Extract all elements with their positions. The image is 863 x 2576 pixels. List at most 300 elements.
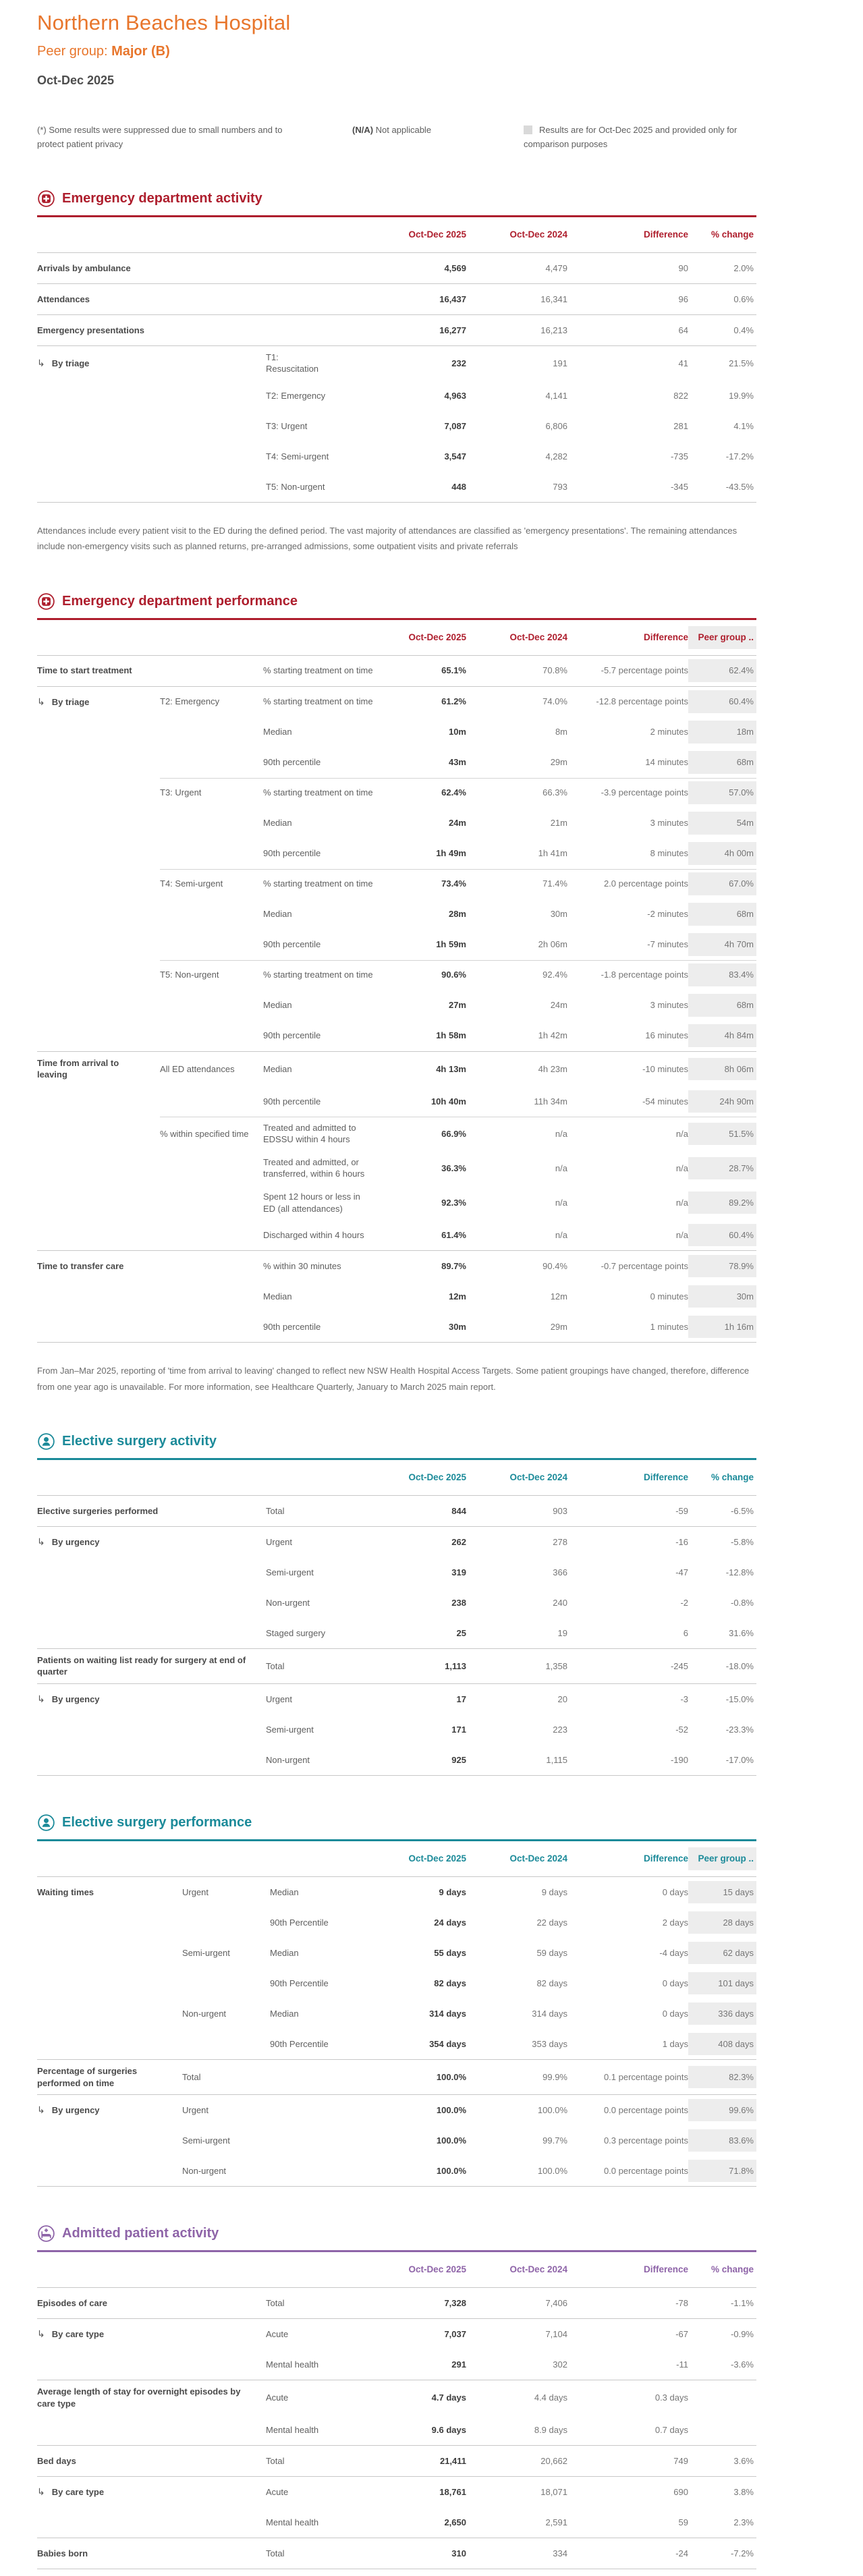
value-difference: 0.0 percentage points	[603, 2165, 688, 2176]
spacer-cell	[37, 2264, 266, 2275]
table-row[interactable]	[37, 778, 756, 808]
row-sublabel-cell	[266, 1688, 381, 1711]
row-label-cell	[37, 909, 160, 920]
column-header[interactable]: Peer group ..	[688, 626, 756, 649]
column-header[interactable]: Difference	[643, 1853, 688, 1864]
column-header[interactable]: Oct-Dec 2024	[509, 229, 567, 240]
column-header-row	[37, 1841, 756, 1876]
value-difference: -16	[675, 1536, 688, 1547]
value-current: 92.3%	[441, 1197, 466, 1208]
column-header[interactable]: % change	[711, 229, 754, 240]
value-current: 844	[451, 1505, 466, 1516]
value-change-or-peer: 8h 06m	[688, 1058, 756, 1081]
row-sublabel: Non-urgent	[266, 1754, 310, 1765]
row-sublabel-cell	[266, 1655, 381, 1678]
table-row[interactable]	[37, 2507, 756, 2538]
table-row[interactable]	[37, 1648, 756, 1683]
value-prior: 20,662	[540, 2455, 567, 2466]
column-header[interactable]: Difference	[643, 2264, 688, 2274]
row-metric-cell: Median	[263, 909, 292, 920]
row-sublabel-cell	[266, 1718, 381, 1741]
row-metric-cell: Median	[270, 1947, 299, 1958]
table-row[interactable]	[37, 2059, 756, 2094]
value-current: 4,963	[444, 390, 466, 401]
row-label-cell	[37, 481, 266, 492]
row-label-cell	[37, 1755, 266, 1766]
column-header[interactable]: Difference	[643, 632, 688, 642]
row-label: Time to transfer care	[37, 1260, 124, 1271]
value-change-or-peer: 51.5%	[688, 1123, 756, 1146]
table-row[interactable]	[37, 1876, 756, 1907]
table-row[interactable]	[37, 345, 756, 381]
value-difference: n/a	[675, 1229, 688, 1240]
row-label-cell	[37, 1198, 160, 1208]
row-label-cell	[37, 1687, 266, 1711]
row-label-cell	[37, 1128, 160, 1139]
value-change-or-peer: 82.3%	[688, 2066, 756, 2089]
row-metric-cell: 90th percentile	[263, 1321, 321, 1332]
table-row[interactable]	[37, 2476, 756, 2507]
value-current: 100.0%	[436, 2165, 466, 2176]
value-current: 65.1%	[441, 665, 466, 676]
row-label-cell	[37, 2359, 266, 2370]
value-difference: 2 days	[662, 1917, 688, 1928]
table-end-rule	[37, 1775, 756, 1776]
row-sublabel-cell	[266, 2450, 381, 2473]
value-current: 10h 40m	[430, 1096, 466, 1107]
value-prior: 11h 34m	[534, 1096, 567, 1107]
table-row[interactable]	[37, 1051, 756, 1086]
table-row[interactable]	[37, 717, 756, 748]
row-metric-cell: % starting treatment on time	[263, 878, 373, 889]
row-sublabel-cell	[160, 1198, 263, 1208]
column-header[interactable]: Difference	[643, 229, 688, 240]
table-row[interactable]	[37, 1938, 756, 1968]
spacer-cell	[270, 1853, 381, 1864]
row-metric-cell: Median	[263, 818, 292, 829]
row-sublabel-cell	[266, 2481, 381, 2504]
column-header[interactable]: Oct-Dec 2025	[408, 1472, 466, 1482]
row-metric-cell: Discharged within 4 hours	[263, 1229, 364, 1240]
row-sublabel-cell	[182, 2099, 270, 2122]
row-label: By care type	[51, 2329, 105, 2340]
value-difference: 0 days	[662, 1886, 688, 1897]
spacer-cell	[266, 229, 381, 240]
value-prior: 4.4 days	[534, 2392, 567, 2403]
column-header-row	[37, 1460, 756, 1495]
table-row[interactable]	[37, 960, 756, 990]
row-label-cell	[37, 818, 160, 829]
value-difference: -7 minutes	[647, 939, 688, 950]
row-sublabel: T3: Urgent	[160, 787, 202, 798]
value-prior: 20	[557, 1693, 567, 1704]
table-row[interactable]	[37, 1250, 756, 1281]
value-change-or-peer: 31.6%	[729, 1627, 754, 1638]
row-sublabel-cell	[266, 415, 381, 438]
value-difference: -3.9 percentage points	[601, 787, 688, 798]
value-change-or-peer: 18m	[688, 721, 756, 744]
row-sublabel: Mental health	[266, 2424, 319, 2435]
table-row[interactable]	[37, 1495, 756, 1526]
table-row[interactable]	[37, 2380, 756, 2415]
table-row[interactable]	[37, 1117, 756, 1151]
value-current: 30m	[448, 1321, 466, 1332]
row-label: Time to start treatment	[37, 665, 132, 676]
table-row[interactable]	[37, 1220, 756, 1250]
table-row[interactable]	[37, 1526, 756, 1557]
value-difference: -345	[670, 481, 688, 492]
row-sublabel-cell	[160, 1163, 263, 1173]
value-change-or-peer: 57.0%	[688, 781, 756, 804]
value-current: 82 days	[434, 1978, 466, 1988]
row-label-cell	[37, 1567, 266, 1577]
value-difference: 1 minutes	[650, 1321, 688, 1332]
value-change-or-peer: 1h 16m	[688, 1316, 756, 1339]
row-label-cell	[37, 1530, 266, 1554]
column-header[interactable]: Oct-Dec 2024	[509, 632, 567, 642]
row-label-cell	[37, 848, 160, 859]
value-difference: 0.3 percentage points	[603, 2135, 688, 2146]
value-current: 100.0%	[436, 2071, 466, 2082]
row-label: By triage	[51, 696, 90, 707]
value-current: 7,037	[444, 2328, 466, 2339]
table-end-rule	[37, 2186, 756, 2187]
column-header[interactable]: Difference	[643, 1472, 688, 1482]
value-current: 448	[451, 481, 466, 492]
row-sublabel-cell	[160, 963, 263, 986]
row-metric-cell	[270, 2135, 381, 2146]
value-change-or-peer: 15 days	[688, 1881, 756, 1904]
value-current: 62.4%	[441, 787, 466, 798]
table-row[interactable]	[37, 686, 756, 717]
row-sublabel: T2: Emergency	[266, 390, 326, 401]
table-row[interactable]	[37, 314, 756, 345]
row-sublabel: Semi-urgent	[182, 1947, 230, 1958]
value-difference: 6	[683, 1627, 688, 1638]
legend-comparison-note: Results are for Oct-Dec 2025 and provided only for comparison purposes	[524, 125, 737, 150]
value-current: 61.2%	[441, 696, 466, 707]
spacer-cell	[182, 1853, 270, 1864]
table-row[interactable]	[37, 1151, 756, 1185]
table-end-rule	[37, 1342, 756, 1343]
value-prior: 22 days	[536, 1917, 567, 1928]
row-sublabel: All ED attendances	[160, 1063, 235, 1074]
row-label: By triage	[51, 358, 90, 368]
row-sublabel-cell	[266, 1531, 381, 1554]
value-change-or-peer: -15.0%	[725, 1693, 754, 1704]
table-row[interactable]	[37, 1312, 756, 1342]
table-row[interactable]	[37, 899, 756, 930]
value-prior: 12m	[550, 1291, 567, 1301]
table-row[interactable]	[37, 252, 756, 283]
column-header[interactable]: Oct-Dec 2025	[408, 2264, 466, 2274]
row-label-cell	[37, 2480, 266, 2504]
value-change-or-peer: 4h 84m	[688, 1024, 756, 1047]
column-header[interactable]: Oct-Dec 2025	[408, 229, 466, 240]
column-header-row	[37, 217, 756, 252]
value-prior: n/a	[555, 1128, 567, 1139]
value-prior: 240	[553, 1597, 567, 1608]
peer-group-line	[37, 44, 756, 59]
row-label-cell	[37, 319, 266, 342]
row-sublabel-cell	[182, 1881, 270, 1904]
value-difference: -5.7 percentage points	[601, 665, 688, 676]
value-current: 16,437	[439, 293, 466, 304]
row-metric-cell: Median	[263, 1291, 292, 1301]
value-prior: 71.4%	[542, 878, 567, 889]
row-metric-cell: % starting treatment on time	[263, 787, 373, 798]
row-label: Average length of stay for overnight episodes by care type	[37, 2386, 241, 2409]
row-metric-cell: Median	[263, 1063, 292, 1074]
value-difference: 749	[673, 2455, 688, 2466]
row-label-cell	[37, 757, 160, 768]
row-sublabel-cell	[160, 665, 263, 676]
spacer-cell	[160, 632, 263, 643]
value-prior: 21m	[550, 818, 567, 829]
value-change-or-peer: 60.4%	[688, 1224, 756, 1247]
value-current: 43m	[448, 757, 466, 768]
table-row[interactable]	[37, 1998, 756, 2029]
row-label-cell	[37, 2517, 266, 2528]
value-current: 354 days	[429, 2038, 466, 2049]
row-label-cell	[37, 1978, 182, 1989]
value-difference: -47	[675, 1567, 688, 1577]
value-prior: 7,104	[545, 2328, 567, 2339]
value-prior: 100.0%	[537, 2165, 567, 2176]
column-header[interactable]: % change	[711, 1472, 754, 1482]
table-row[interactable]	[37, 2415, 756, 2445]
value-prior: 1,358	[545, 1660, 567, 1671]
column-header[interactable]: Oct-Dec 2024	[509, 2264, 567, 2274]
section-footnote: Attendances include every patient visit to the ED during the defined period. The vast majority of attendances are classified as 'emergency presentations'. The remaining attendances include non-emergency visits such as planned returns, pre-arranged admissions, some outpatient visits and private referrals	[37, 525, 737, 552]
section-emergency-department-activity	[37, 190, 756, 555]
value-current: 319	[451, 1567, 466, 1577]
column-header[interactable]: Peer group ..	[688, 1847, 756, 1870]
row-sublabel-cell	[266, 445, 381, 468]
row-label-cell	[37, 2166, 182, 2177]
table-row[interactable]	[37, 2318, 756, 2349]
table-row[interactable]	[37, 930, 756, 960]
value-difference: 8 minutes	[650, 848, 688, 859]
value-prior: 353 days	[532, 2038, 567, 2049]
table-row[interactable]	[37, 869, 756, 899]
table-row[interactable]	[37, 472, 756, 502]
table-row[interactable]	[37, 990, 756, 1021]
row-sublabel-cell	[266, 2511, 381, 2534]
table-row[interactable]	[37, 1086, 756, 1117]
value-change-or-peer: 71.8%	[688, 2160, 756, 2183]
value-prior: 1h 42m	[538, 1030, 567, 1041]
value-prior: 903	[553, 1505, 567, 1516]
value-change-or-peer: -12.8%	[725, 1567, 754, 1577]
value-prior: n/a	[555, 1163, 567, 1173]
row-metric-cell: Median	[270, 2008, 299, 2019]
row-sublabel: Urgent	[182, 1886, 209, 1897]
row-sublabel: Staged surgery	[266, 1627, 326, 1638]
section-admitted-patient-activity	[37, 2224, 756, 2569]
row-label: Babies born	[37, 2548, 88, 2558]
value-difference: -67	[675, 2328, 688, 2339]
value-prior: 99.9%	[542, 2071, 567, 2082]
column-header-row	[37, 2252, 756, 2287]
table-row[interactable]	[37, 1281, 756, 1312]
table-row[interactable]	[37, 2287, 756, 2318]
value-difference: -1.8 percentage points	[601, 970, 688, 980]
row-sublabel: Total	[182, 2071, 201, 2082]
value-difference: 16 minutes	[645, 1030, 688, 1041]
value-prior: 2h 06m	[538, 939, 567, 950]
row-label: Episodes of care	[37, 2297, 108, 2308]
peer-group-value: Major (B)	[111, 44, 170, 59]
table-row[interactable]	[37, 655, 756, 686]
row-label-cell	[37, 1649, 266, 1683]
table-row[interactable]	[37, 2538, 756, 2569]
row-sublabel-cell	[266, 325, 381, 335]
value-prior: 4,479	[545, 262, 567, 273]
row-sublabel-cell	[160, 1058, 263, 1081]
table-row[interactable]	[37, 808, 756, 839]
row-label-cell	[37, 2542, 266, 2565]
value-change-or-peer: 4h 70m	[688, 933, 756, 956]
table-row[interactable]	[37, 283, 756, 314]
table-row[interactable]	[37, 1745, 756, 1775]
table-row[interactable]	[37, 381, 756, 411]
value-change-or-peer: -3.6%	[731, 2359, 754, 2370]
value-current: 90.6%	[441, 970, 466, 980]
value-change-or-peer: 28.7%	[688, 1157, 756, 1180]
row-sublabel-cell	[160, 1230, 263, 1241]
table-row[interactable]	[37, 2349, 756, 2380]
value-difference: 41	[678, 358, 688, 368]
row-label-cell	[37, 2060, 182, 2094]
row-sublabel: Mental health	[266, 2517, 319, 2527]
value-change-or-peer: 68m	[688, 994, 756, 1017]
row-sublabel-cell	[160, 1322, 263, 1333]
table-row[interactable]	[37, 839, 756, 869]
row-sublabel-cell	[160, 690, 263, 713]
table-row[interactable]	[37, 2156, 756, 2186]
value-prior: 314 days	[532, 2008, 567, 2019]
value-change-or-peer: 78.9%	[688, 1255, 756, 1278]
row-sublabel-cell	[182, 2066, 270, 2089]
value-difference: -735	[670, 451, 688, 461]
table-row[interactable]	[37, 1021, 756, 1051]
value-prior: 82 days	[536, 1978, 567, 1988]
table-row[interactable]	[37, 1588, 756, 1618]
row-sublabel-cell	[266, 293, 381, 304]
row-label: Waiting times	[37, 1886, 94, 1897]
value-change-or-peer: 101 days	[688, 1972, 756, 1995]
value-prior: 19	[557, 1627, 567, 1638]
row-sublabel-cell	[160, 939, 263, 950]
row-sublabel-cell	[266, 1749, 381, 1772]
column-header[interactable]: Oct-Dec 2024	[509, 1472, 567, 1482]
value-change-or-peer: 54m	[688, 812, 756, 835]
row-sublabel: Semi-urgent	[266, 1567, 314, 1577]
table-row[interactable]	[37, 1683, 756, 1714]
column-header[interactable]: Oct-Dec 2025	[408, 632, 466, 642]
sub-row-arrow-icon: ↳	[37, 2328, 45, 2340]
table-row[interactable]	[37, 411, 756, 441]
row-label-cell	[37, 390, 266, 401]
table-row[interactable]	[37, 1557, 756, 1588]
table-row[interactable]	[37, 1714, 756, 1745]
value-current: 55 days	[434, 1947, 466, 1958]
table-row[interactable]	[37, 1185, 756, 1220]
value-current: 100.0%	[436, 2135, 466, 2146]
row-metric-cell: Treated and admitted, or transferred, within 6 hours	[263, 1156, 365, 1179]
row-label-cell	[37, 2425, 266, 2436]
table-row[interactable]	[37, 1907, 756, 1938]
value-change-or-peer: 62 days	[688, 1942, 756, 1965]
value-current: 925	[451, 1754, 466, 1765]
row-label-cell	[37, 1000, 160, 1011]
value-current: 28m	[448, 909, 466, 920]
row-label-cell	[37, 727, 160, 737]
row-metric-cell: Spent 12 hours or less in ED (all attendances)	[263, 1192, 360, 1214]
value-current: 314 days	[429, 2008, 466, 2019]
column-header[interactable]: Oct-Dec 2024	[509, 1853, 567, 1864]
row-label: By urgency	[51, 2105, 100, 2116]
row-sublabel: Total	[266, 1505, 285, 1516]
table-row[interactable]	[37, 1618, 756, 1648]
spacer-cell	[37, 632, 160, 643]
row-sublabel: Mental health	[266, 2359, 319, 2370]
row-label-cell	[37, 878, 160, 889]
row-metric-cell	[270, 2166, 381, 2177]
column-header[interactable]: Oct-Dec 2025	[408, 1853, 466, 1864]
data-table	[37, 1460, 756, 1776]
row-metric-cell: Median	[263, 1000, 292, 1011]
spacer-cell	[37, 1853, 182, 1864]
table-row[interactable]	[37, 2094, 756, 2125]
row-label: By care type	[51, 2487, 105, 2498]
value-difference: -0.7 percentage points	[601, 1260, 688, 1271]
row-label-cell	[37, 1255, 160, 1278]
value-difference: 0.0 percentage points	[603, 2104, 688, 2115]
value-change-or-peer: 0.6%	[733, 293, 754, 304]
table-row[interactable]	[37, 2125, 756, 2156]
table-row[interactable]	[37, 748, 756, 778]
section-heading	[37, 1814, 756, 1832]
value-difference: 1 days	[662, 2038, 688, 2049]
section-title: Elective surgery activity	[62, 1433, 217, 1449]
value-change-or-peer: -5.8%	[731, 1536, 754, 1547]
row-label-cell	[37, 2135, 182, 2146]
value-current: 12m	[448, 1291, 466, 1301]
value-difference: 2 minutes	[650, 727, 688, 737]
value-change-or-peer: 30m	[688, 1285, 756, 1308]
row-label-cell	[37, 1500, 266, 1523]
table-row[interactable]	[37, 1968, 756, 1998]
value-current: 1h 58m	[436, 1030, 466, 1041]
row-metric-cell: 90th Percentile	[270, 2038, 329, 2049]
column-header[interactable]: % change	[711, 2264, 754, 2274]
table-row[interactable]	[37, 2445, 756, 2476]
gray-swatch-icon	[524, 125, 532, 134]
hospital-bed-icon	[37, 2224, 55, 2243]
table-row[interactable]	[37, 441, 756, 472]
value-current: 73.4%	[441, 878, 466, 889]
table-row[interactable]	[37, 2029, 756, 2059]
value-prior: 302	[553, 2359, 567, 2370]
row-metric-cell: 90th percentile	[263, 1096, 321, 1107]
row-label-cell	[37, 1291, 160, 1302]
value-change-or-peer: 83.4%	[688, 963, 756, 986]
value-prior: 24m	[550, 1000, 567, 1011]
row-label-cell	[37, 2098, 182, 2122]
sub-row-arrow-icon: ↳	[37, 696, 45, 707]
